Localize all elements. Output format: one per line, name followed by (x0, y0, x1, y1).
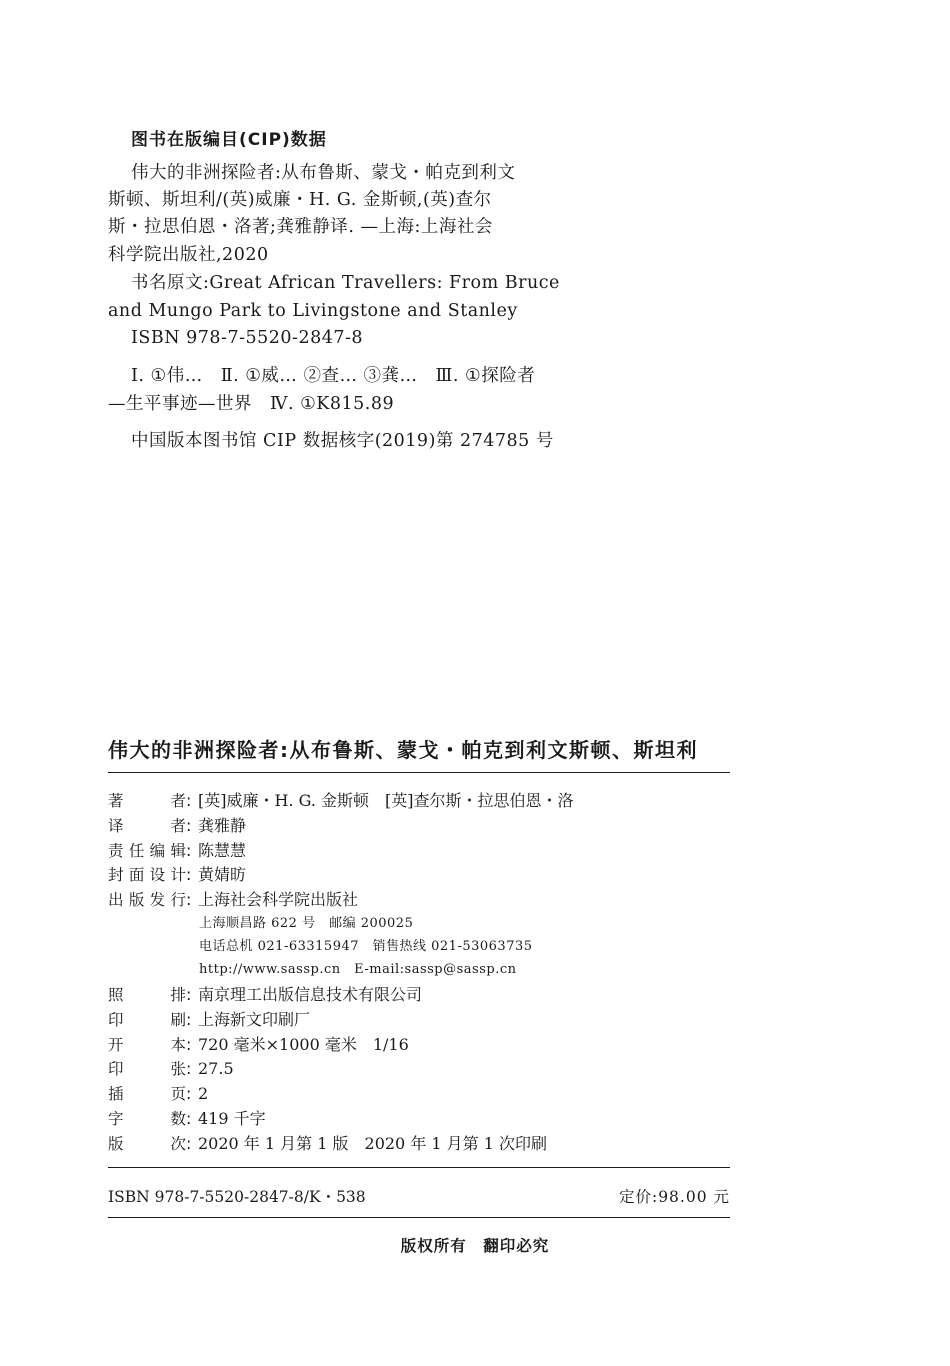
colon: : (186, 1059, 192, 1078)
colon: : (186, 1084, 192, 1103)
spec-label: 插 页 (108, 1085, 186, 1103)
spec-label: 开 本 (108, 1036, 186, 1054)
spec-row-word-count (108, 1109, 266, 1129)
credit-label: 译 者 (108, 817, 186, 835)
credit-label: 出版发行 (108, 891, 186, 909)
footer-price: 定价:98.00 元 (618, 1188, 730, 1206)
colon: : (186, 1035, 192, 1054)
credit-label: 著 者 (108, 792, 186, 810)
cip-heading: 图书在版编目(CIP)数据 (131, 130, 327, 150)
book-title: 伟大的非洲探险者:从布鲁斯、蒙戈・帕克到利文斯顿、斯坦利 (108, 738, 698, 762)
colon: : (186, 816, 192, 835)
cip-classification: Ⅰ. ①伟… Ⅱ. ①威… ②查… ③龚… Ⅲ. ①探险者 (131, 366, 536, 386)
spec-row-inserts (108, 1084, 208, 1104)
credit-row-translator (108, 816, 246, 836)
spec-row-format (108, 1035, 409, 1055)
colon: : (186, 1134, 192, 1153)
credit-label: 封面设计 (108, 866, 186, 884)
colon: : (186, 791, 192, 810)
cip-classification: —生平事迹—世界 Ⅳ. ①K815.89 (108, 394, 395, 414)
credit-label: 责任编辑 (108, 842, 186, 860)
publisher-web: http://www.sassp.cn E-mail:sassp@sassp.cn (199, 962, 517, 977)
spec-value: 419 千字 (198, 1109, 266, 1128)
divider (108, 1167, 730, 1168)
cip-original-title: 书名原文:Great African Travellers: From Bruce (131, 273, 560, 293)
spec-label: 字 数 (108, 1110, 186, 1128)
credit-value: 陈慧慧 (198, 841, 247, 860)
footer-isbn: ISBN 978-7-5520-2847-8/K・538 (108, 1188, 366, 1206)
colon: : (186, 985, 192, 1004)
spec-value: 2 (198, 1084, 209, 1103)
cip-entry-line: 斯・拉思伯恩・洛著;龚雅静译. —上海:上海社会 (108, 217, 493, 237)
cip-isbn: ISBN 978-7-5520-2847-8 (131, 328, 364, 348)
rights-notice: 版权所有 翻印必究 (400, 1237, 550, 1255)
spec-label: 照 排 (108, 986, 186, 1004)
spec-row-sheets (108, 1059, 234, 1079)
colon: : (186, 865, 192, 884)
spec-value: 上海新文印刷厂 (198, 1010, 311, 1029)
credit-value: 上海社会科学院出版社 (198, 890, 359, 909)
spec-label: 印 刷 (108, 1011, 186, 1029)
spec-value: 720 毫米×1000 毫米 1/16 (198, 1035, 409, 1054)
divider (108, 772, 730, 773)
credit-row-author (108, 791, 573, 811)
spec-row-printer (108, 1010, 310, 1030)
spec-row-typesetting (108, 985, 422, 1005)
spec-label: 印 张 (108, 1060, 186, 1078)
spec-value: 27.5 (198, 1059, 234, 1078)
credit-row-publisher (108, 890, 358, 910)
credit-value: 龚雅静 (198, 816, 247, 835)
spec-row-edition (108, 1134, 547, 1154)
spec-value: 2020 年 1 月第 1 版 2020 年 1 月第 1 次印刷 (198, 1134, 548, 1153)
credit-row-editor (108, 841, 246, 861)
colon: : (186, 841, 192, 860)
cip-entry-line: 斯顿、斯坦利/(英)威廉・H. G. 金斯顿,(英)查尔 (108, 190, 492, 210)
credit-row-cover-design (108, 865, 246, 885)
cip-original-title: and Mungo Park to Livingstone and Stanley (108, 301, 518, 321)
cip-entry-line: 伟大的非洲探险者:从布鲁斯、蒙戈・帕克到利文 (131, 163, 516, 183)
spec-label: 版 次 (108, 1135, 186, 1153)
colon: : (186, 1109, 192, 1128)
cip-verify-number: 中国版本图书馆 CIP 数据核字(2019)第 274785 号 (131, 431, 554, 451)
cip-entry-line: 科学院出版社,2020 (108, 245, 269, 265)
colon: : (186, 1010, 192, 1029)
publisher-address: 上海顺昌路 622 号 邮编 200025 (199, 916, 414, 931)
colon: : (186, 890, 192, 909)
publisher-phone: 电话总机 021-63315947 销售热线 021-53063735 (199, 939, 533, 954)
credit-value: [英]威廉・H. G. 金斯顿 [英]查尔斯・拉思伯恩・洛 (198, 791, 574, 810)
divider (108, 1217, 730, 1218)
credit-value: 黄婧昉 (198, 865, 247, 884)
spec-value: 南京理工出版信息技术有限公司 (198, 985, 423, 1004)
